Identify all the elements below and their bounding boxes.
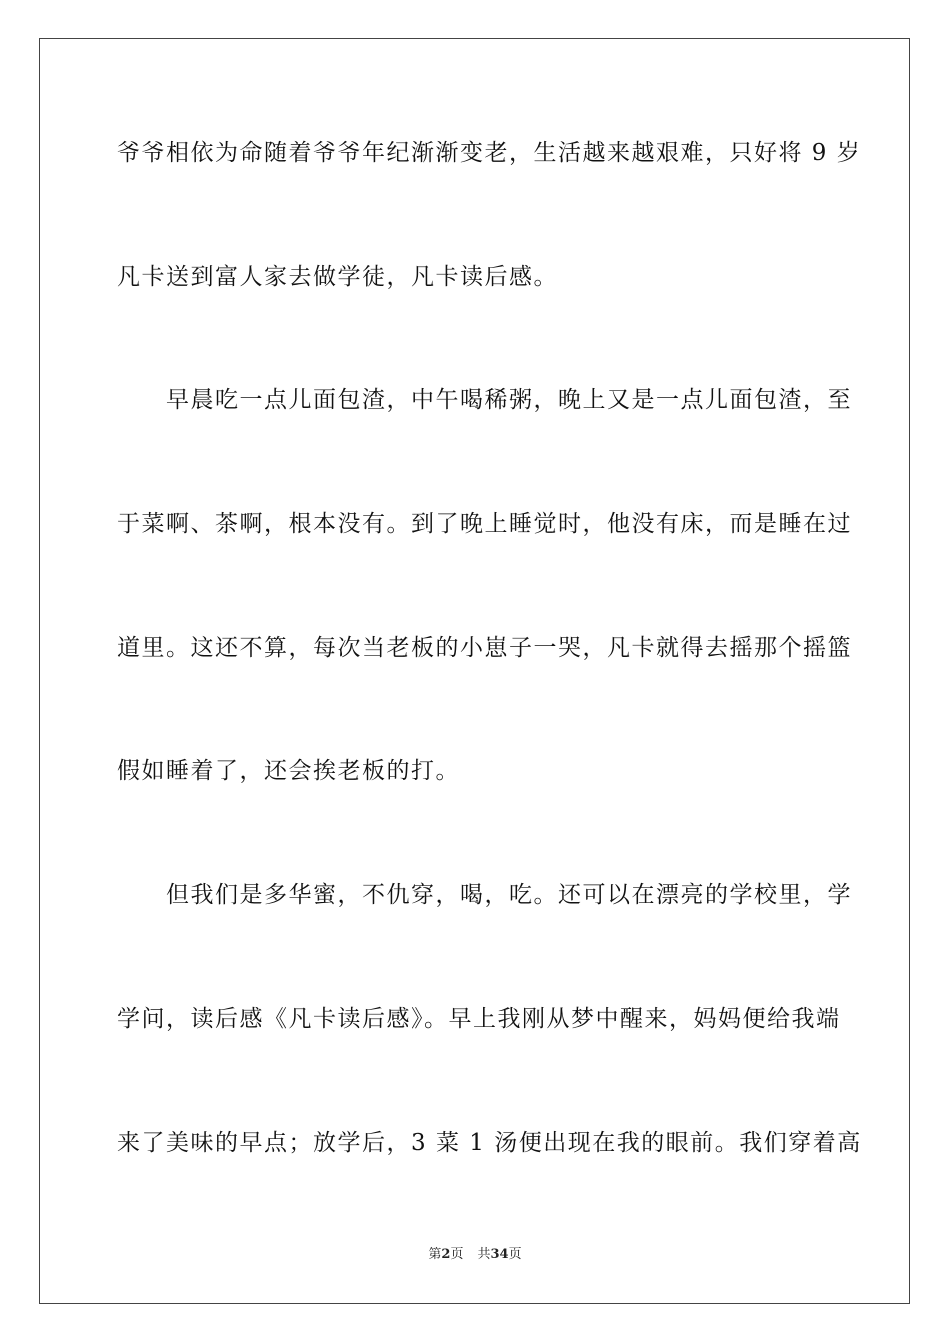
text-line: 但我们是多华蜜，不仇穿，喝，吃。还可以在漂亮的学校里，学 bbox=[117, 882, 852, 908]
total-prefix: 共 bbox=[477, 1247, 491, 1262]
text-line: 道里。这还不算，每次当老板的小崽子一哭，凡卡就得去摇那个摇篮 bbox=[117, 635, 852, 661]
text-line: 来了美味的早点；放学后，3 菜 1 汤便出现在我的眼前。我们穿着高 bbox=[117, 1130, 862, 1156]
total-pages: 34 bbox=[490, 1247, 509, 1262]
page-prefix: 第 bbox=[428, 1247, 442, 1262]
total-suffix: 页 bbox=[508, 1247, 522, 1262]
text-line: 于菜啊、茶啊，根本没有。到了晚上睡觉时，他没有床，而是睡在过 bbox=[117, 511, 852, 537]
text-line: 凡卡送到富人家去做学徒，凡卡读后感。 bbox=[117, 264, 558, 290]
text-line: 学问，读后感《凡卡读后感》。早上我刚从梦中醒来，妈妈便给我端 bbox=[117, 1006, 841, 1032]
text-line: 爷爷相依为命随着爷爷年纪渐渐变老，生活越来越艰难，只好将 9 岁 bbox=[117, 140, 862, 166]
page-suffix: 页 bbox=[450, 1247, 464, 1262]
text-line: 假如睡着了，还会挨老板的打。 bbox=[117, 758, 460, 784]
page-frame bbox=[39, 38, 910, 1304]
text-line: 早晨吃一点儿面包渣，中午喝稀粥，晚上又是一点儿面包渣，至 bbox=[117, 387, 852, 413]
page-number: 2 bbox=[441, 1247, 451, 1262]
page-footer bbox=[0, 1246, 950, 1264]
